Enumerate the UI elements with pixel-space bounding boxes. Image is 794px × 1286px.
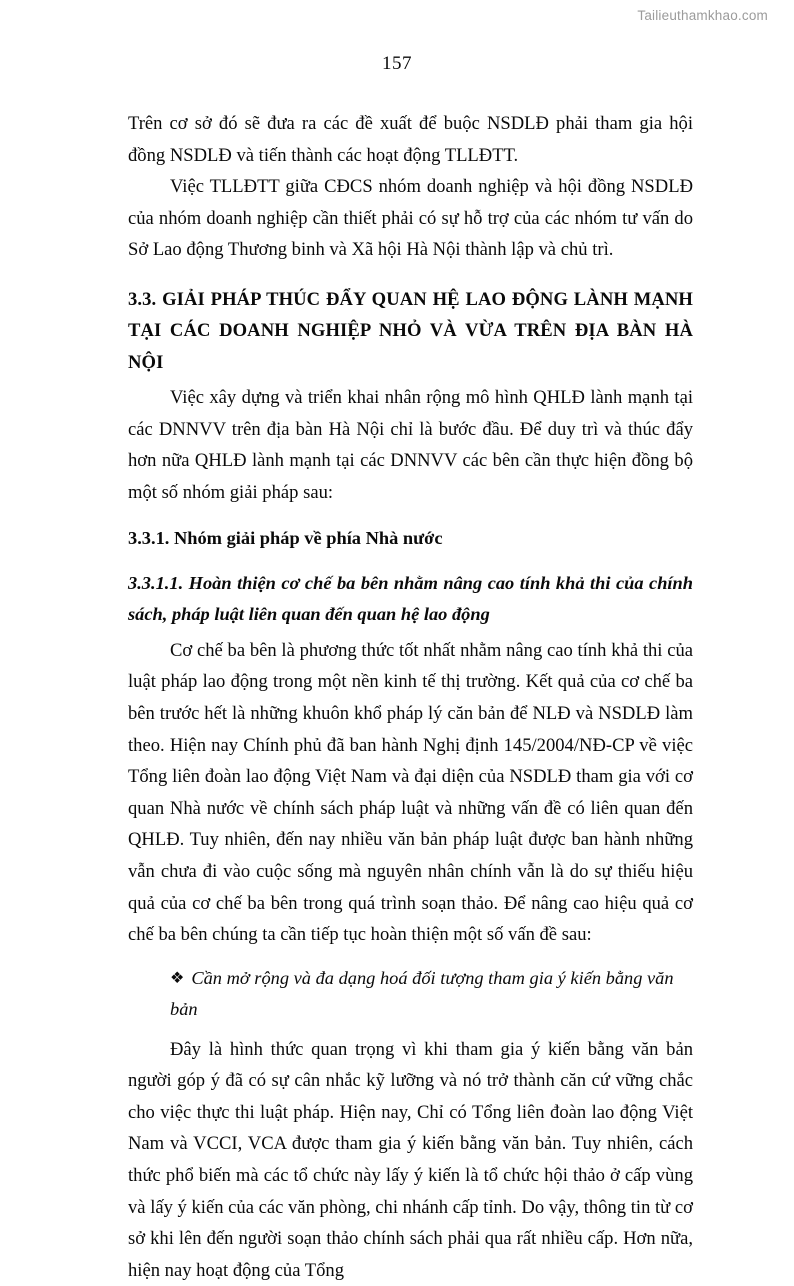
- bullet-item: [128, 963, 693, 1026]
- bullet-item-label: Cần mở rộng và đa dạng hoá đối tượng tham gia ý kiến bằng văn bản: [170, 967, 674, 1020]
- site-watermark: Tailieuthamkhao.com: [637, 8, 768, 23]
- spacer: [128, 266, 693, 272]
- section-heading-3-3: 3.3. GIẢI PHÁP THÚC ĐẨY QUAN HỆ LAO ĐỘNG LÀNH MẠNH TẠI CÁC DOANH NGHIỆP NHỎ VÀ VỪA TRÊN ĐỊA BÀN HÀ NỘI: [128, 288, 693, 373]
- paragraph-tripartite-mechanism: Cơ chế ba bên là phương thức tốt nhất nhằm nâng cao tính khả thi của luật pháp lao động trong một nền kinh tế thị trường. Kết quả của cơ chế ba bên trước hết là những khuôn khổ pháp lý căn bản để NLĐ và NSDLĐ làm theo. Hiện nay Chính phủ đã ban hành Nghị định 145/2004/NĐ-CP về việc Tổng liên đoàn lao động Việt Nam và đại diện của NSDLĐ tham gia với cơ quan Nhà nước về chính sách pháp luật và những vấn đề có liên quan đến QHLĐ. Tuy nhiên, đến nay nhiều văn bản pháp luật được ban hành những vẫn chưa đi vào cuộc sống mà nguyên nhân chính vẫn là do sự thiếu hiệu quả của cơ chế ba bên trong quá trình soạn thảo. Để nâng cao hiệu quả cơ chế ba bên chúng ta cần tiếp tục hoàn thiện một số vấn đề sau:: [128, 639, 693, 946]
- section-heading-3-3-1-1: 3.3.1.1. Hoàn thiện cơ chế ba bên nhằm nâng cao tính khả thi của chính sách, pháp luật liên quan đến quan hệ lao động: [128, 572, 693, 625]
- page-content: [128, 108, 693, 1286]
- page-number: 157: [382, 53, 412, 74]
- paragraph-written-opinion: Đây là hình thức quan trọng vì khi tham gia ý kiến bằng văn bản người góp ý đã có sự cân nhắc kỹ lưỡng và nó trở thành căn cứ vững chắc cho việc thực thi luật pháp. Hiện nay, Chỉ có Tổng liên đoàn lao động Việt Nam và VCCI, VCA được tham gia ý kiến bằng văn bản. Tuy nhiên, cách thức phổ biến mà các tổ chức này lấy ý kiến là tổ chức hội thảo ở cấp vùng và lấy ý kiến của các văn phòng, chi nhánh cấp tỉnh. Do vậy, thông tin từ cơ sở khi lên đến người soạn thảo chính sách phải qua rất nhiều cấp. Hơn nữa, hiện nay hoạt động của Tổng: [128, 1038, 693, 1281]
- paragraph-continuation: Trên cơ sở đó sẽ đưa ra các đề xuất để buộc NSDLĐ phải tham gia hội đồng NSDLĐ và tiến thành các hoạt động TLLĐTT.: [128, 113, 693, 166]
- paragraph-section-intro: Việc xây dựng và triển khai nhân rộng mô hình QHLĐ lành mạnh tại các DNNVV trên địa bàn Hà Nội chỉ là bước đầu. Để duy trì và thúc đẩy hơn nữa QHLĐ lành mạnh tại các DNNVV các bên cần thực hiện đồng bộ một số nhóm giải pháp sau:: [128, 387, 693, 503]
- paragraph-tllqtt-support: Việc TLLĐTT giữa CĐCS nhóm doanh nghiệp và hội đồng NSDLĐ của nhóm doanh nghiệp cần thiết phải có sự hỗ trợ của các nhóm tư vấn do Sở Lao động Thương binh và Xã hội Hà Nội thành lập và chủ trì.: [128, 176, 693, 261]
- diamond-bullet-icon: ❖: [170, 969, 185, 987]
- section-heading-3-3-1: 3.3.1. Nhóm giải pháp về phía Nhà nước: [128, 527, 443, 548]
